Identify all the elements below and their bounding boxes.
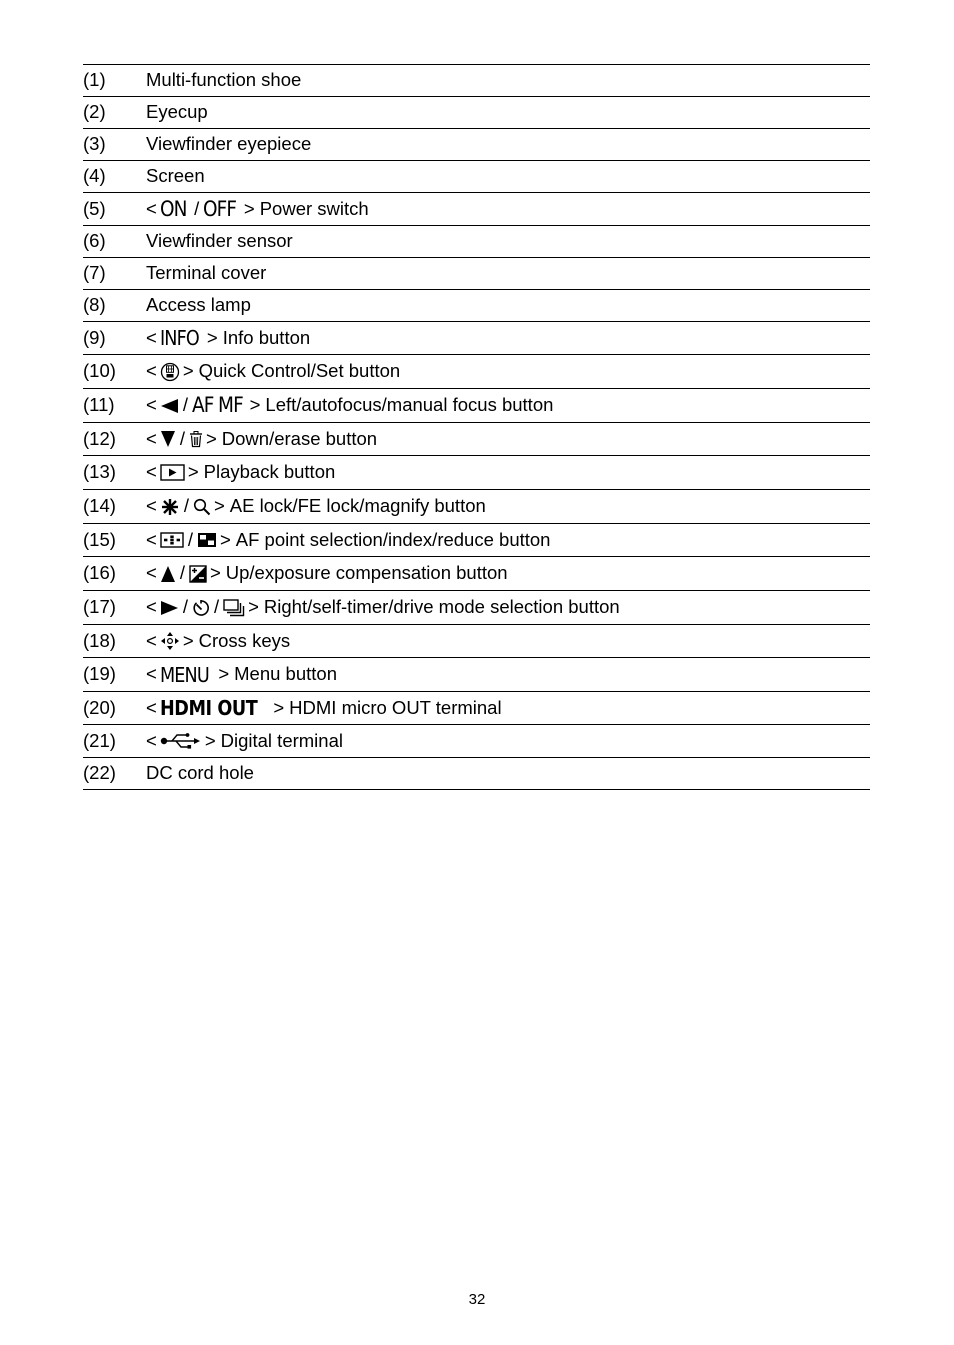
bracket-close: > [273, 696, 285, 718]
part-description: Playback button [203, 461, 336, 483]
part-description: Quick Control/Set button [198, 360, 401, 382]
table-row [83, 161, 870, 193]
bracket-close: > [218, 663, 230, 685]
part-description: Right/self-timer/drive mode selection button [263, 596, 620, 618]
bracket-close: > [187, 461, 199, 483]
part-description: Multi-function shoe [146, 69, 302, 91]
bracket-open: < [146, 596, 157, 618]
table-row [83, 692, 870, 725]
slash-separator: / [213, 596, 220, 618]
part-number: (6) [83, 230, 106, 252]
bracket-close: > [206, 326, 218, 348]
cross-keys-icon [160, 631, 180, 651]
table-row [83, 355, 870, 389]
part-description: Down/erase button [221, 427, 378, 449]
part-description: Up/exposure compensation button [225, 562, 508, 584]
part-number: (20) [83, 696, 116, 718]
part-description: Screen [146, 165, 205, 187]
bracket-close: > [249, 394, 261, 416]
part-description: AF point selection/index/reduce button [235, 528, 551, 550]
table-row [83, 557, 870, 591]
slash-separator: / [182, 596, 188, 618]
part-description: Viewfinder eyepiece [146, 133, 312, 155]
part-description: Viewfinder sensor [146, 230, 293, 252]
part-number: (3) [83, 133, 106, 155]
left-arrow-icon [160, 398, 179, 414]
slash-separator: / [183, 495, 189, 517]
part-number: (12) [83, 427, 116, 449]
slash-separator: / [179, 562, 185, 584]
quick-control-set-icon [160, 362, 180, 382]
table-row [83, 129, 870, 161]
table-row [83, 97, 870, 129]
part-description: Cross keys [198, 629, 291, 651]
bracket-open: < [146, 461, 157, 483]
bracket-close: > [182, 629, 194, 651]
table-row [83, 193, 870, 226]
bracket-open: < [146, 696, 157, 718]
bracket-close: > [219, 528, 231, 550]
usb-icon [160, 732, 202, 750]
trash-icon [189, 430, 203, 448]
bracket-close: > [248, 596, 259, 618]
table-row [83, 625, 870, 658]
menu-key-label: MENU [159, 662, 209, 687]
part-number: (15) [83, 528, 116, 550]
part-number: (8) [83, 294, 106, 316]
bracket-open: < [146, 729, 157, 751]
playback-icon [160, 464, 185, 481]
bracket-close: > [182, 360, 194, 382]
table-row [83, 322, 870, 355]
bracket-open: < [146, 394, 157, 416]
part-number: (7) [83, 262, 106, 284]
index-icon [197, 532, 217, 548]
page-number: 32 [468, 1291, 486, 1308]
off-key-label: OFF [203, 196, 237, 221]
exposure-compensation-icon [189, 565, 207, 583]
part-number: (21) [83, 729, 116, 751]
bracket-open: < [146, 360, 157, 382]
hdmi-out-key-label: HDMI OUT [159, 696, 258, 720]
bracket-open: < [146, 495, 157, 517]
mf-key-label: MF [218, 393, 244, 417]
slash-separator: / [179, 427, 185, 449]
table-row [83, 490, 870, 524]
bracket-open: < [146, 326, 157, 348]
slash-separator: / [187, 528, 193, 550]
bracket-open: < [146, 562, 157, 584]
table-row [83, 725, 870, 758]
drive-mode-icon [223, 599, 245, 617]
part-number: (1) [83, 69, 106, 91]
right-arrow-icon [160, 600, 179, 616]
part-description: Power switch [259, 197, 369, 219]
part-description: Digital terminal [220, 729, 343, 751]
bracket-open: < [146, 197, 157, 219]
table-row [83, 423, 870, 456]
af-point-selection-icon [160, 532, 184, 548]
part-number: (11) [83, 394, 115, 416]
part-number: (2) [83, 101, 106, 123]
table-row [83, 65, 870, 97]
bracket-close: > [243, 197, 255, 219]
part-description: HDMI micro OUT terminal [289, 696, 502, 718]
bracket-close: > [213, 495, 225, 517]
part-number: (16) [83, 562, 116, 584]
table-row [83, 226, 870, 258]
part-number: (5) [83, 197, 106, 219]
on-key-label: ON [159, 196, 187, 221]
table-row [83, 290, 870, 322]
part-description: AE lock/FE lock/magnify button [229, 495, 486, 517]
bracket-open: < [146, 427, 157, 449]
part-number: (13) [83, 461, 116, 483]
part-description: Access lamp [146, 294, 251, 316]
part-number: (17) [83, 596, 116, 618]
bracket-close: > [209, 562, 221, 584]
table-row [83, 758, 870, 790]
af-key-label: AF [191, 393, 214, 417]
part-description: Info button [222, 326, 311, 348]
down-arrow-icon [160, 430, 176, 448]
table-row [83, 524, 870, 557]
bracket-close: > [205, 427, 217, 449]
table-row [83, 658, 870, 692]
part-description: Left/autofocus/manual focus button [265, 394, 554, 416]
table-row [83, 456, 870, 490]
table-row [83, 389, 870, 423]
part-description: Eyecup [146, 101, 208, 123]
part-number: (10) [83, 360, 116, 382]
table-row [83, 591, 870, 625]
bracket-open: < [146, 528, 157, 550]
bracket-open: < [146, 663, 157, 685]
info-key-label: INFO [159, 326, 199, 350]
part-description: DC cord hole [146, 762, 254, 784]
slash-separator: / [182, 394, 188, 416]
part-number: (18) [83, 629, 116, 651]
table-row [83, 258, 870, 290]
part-number: (9) [83, 326, 106, 348]
part-description: Terminal cover [146, 262, 267, 284]
part-number: (4) [83, 165, 106, 187]
part-number: (19) [83, 663, 116, 685]
bracket-open: < [146, 629, 157, 651]
part-number: (14) [83, 495, 116, 517]
part-description: Menu button [234, 663, 337, 685]
self-timer-icon [192, 599, 210, 617]
parts-table [83, 64, 870, 790]
part-number: (22) [83, 762, 116, 784]
ae-lock-icon [160, 497, 180, 517]
bracket-close: > [204, 729, 216, 751]
up-arrow-icon [160, 565, 176, 583]
slash-separator: / [194, 197, 200, 219]
magnify-icon [193, 498, 211, 516]
